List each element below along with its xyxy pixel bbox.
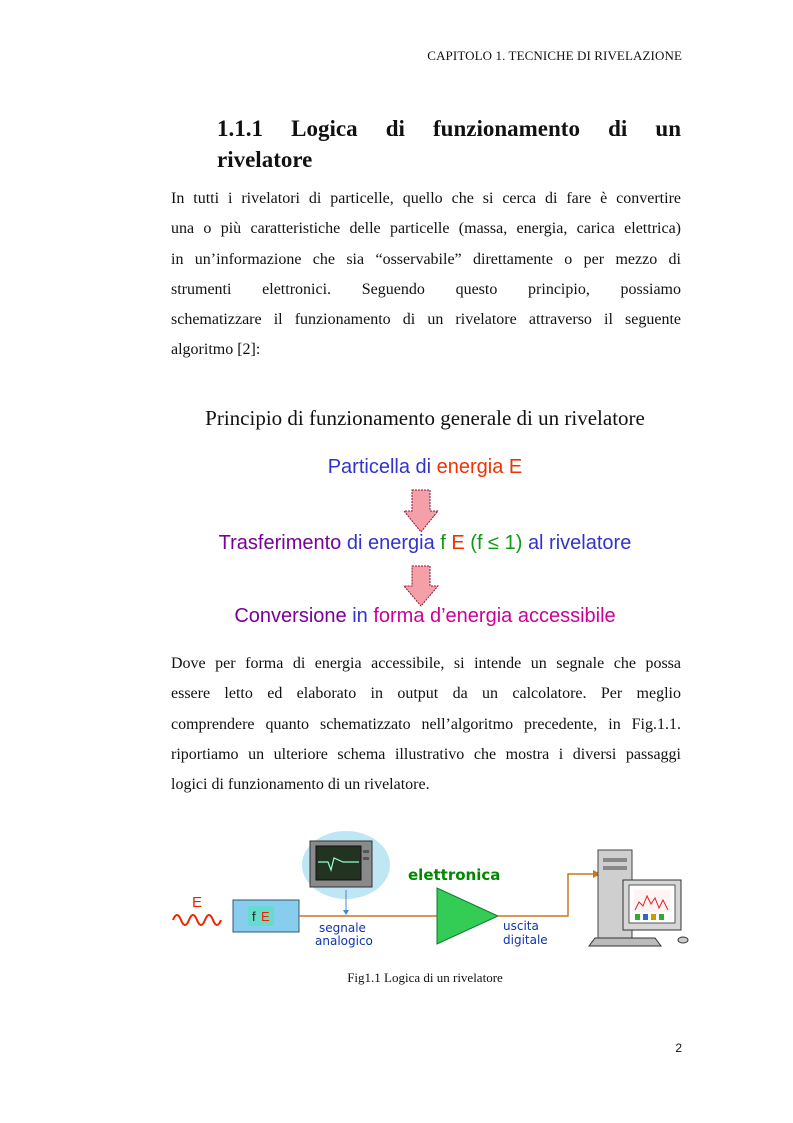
heading-word: di [385, 116, 405, 141]
paragraph-line: algoritmo [2]: [171, 341, 261, 359]
flow-step-conversion [0, 605, 793, 628]
probe-arrow-icon [343, 910, 349, 915]
box-e-label: E [261, 909, 270, 924]
flow-text: in [352, 605, 374, 627]
paragraph-line: essere letto ed elaborato in output da un calcolatore. Per meglio [171, 685, 681, 703]
flow-text: di energia [346, 532, 441, 554]
running-header: CAPITOLO 1. TECNICHE DI RIVELAZIONE [427, 48, 682, 63]
paragraph-line: schematizzare il funzionamento di un rivelatore attraverso il seguente [171, 311, 681, 329]
computer-icon [589, 850, 688, 946]
oscilloscope-icon [302, 831, 390, 899]
flow-text: f [440, 532, 452, 554]
intro-paragraph [171, 184, 681, 366]
explanation-paragraph [171, 649, 681, 800]
heading-word: un [655, 116, 681, 141]
signal-label: analogico [315, 934, 373, 948]
amplifier-icon [437, 888, 498, 944]
detector-logic-figure [165, 828, 695, 953]
flow-text: Trasferimento [218, 532, 347, 554]
paragraph-line: comprendere quanto schematizzato nell’algoritmo precedente, in Fig.1.1. [171, 715, 681, 733]
paragraph-line: strumenti elettronici. Seguendo questo principio, possiamo [171, 280, 681, 298]
flow-step-particle [0, 456, 793, 479]
output-label: uscita [503, 919, 539, 933]
figure-caption: Fig1.1 Logica di un rivelatore [347, 970, 503, 985]
flow-text: forma d’energia accessibile [373, 605, 616, 627]
heading-word: Logica [291, 116, 358, 141]
wave-icon [173, 915, 221, 925]
paragraph-line: Dove per forma di energia accessibile, si intende un segnale che possa [171, 655, 681, 672]
flow-step-transfer [0, 532, 793, 555]
flow-text: (f ≤ 1) [470, 532, 528, 554]
paragraph-line: logici di funzionamento di un rivelatore. [171, 776, 430, 794]
section-heading [217, 113, 681, 175]
output-label: digitale [503, 933, 548, 947]
signal-label: segnale [319, 921, 366, 935]
paragraph-line: una o più caratteristiche delle particelle (massa, energia, carica elettrica) [171, 220, 681, 238]
box-f-label: f [252, 909, 256, 924]
down-arrow-icon [403, 489, 439, 533]
paragraph-line: In tutti i rivelatori di particelle, quello che si cerca di fare è convertire [171, 190, 681, 207]
heading-line-2: rivelatore [217, 147, 313, 172]
heading-word: funzionamento [433, 116, 580, 141]
flow-text: Particella di [327, 456, 437, 478]
diagram-title: Principio di funzionamento generale di un rivelatore [205, 406, 645, 430]
section-number: 1.1.1 [217, 116, 263, 141]
paragraph-line: riportiamo un ulteriore schema illustrativo che mostra i diversi passaggi [171, 745, 681, 763]
energy-label: E [192, 894, 203, 911]
paragraph-line: in un’informazione che sia “osservabile” direttamente o per mezzo di [171, 250, 681, 268]
flow-text: E [451, 532, 471, 554]
flow-text: energia E [436, 456, 523, 478]
flow-text: Conversione [234, 605, 353, 627]
output-line [498, 874, 597, 916]
page-number: 2 [675, 1041, 682, 1055]
down-arrow-icon [403, 565, 439, 607]
heading-word: di [608, 116, 628, 141]
electronics-label: elettronica [408, 866, 501, 884]
flow-text: al rivelatore [527, 532, 632, 554]
